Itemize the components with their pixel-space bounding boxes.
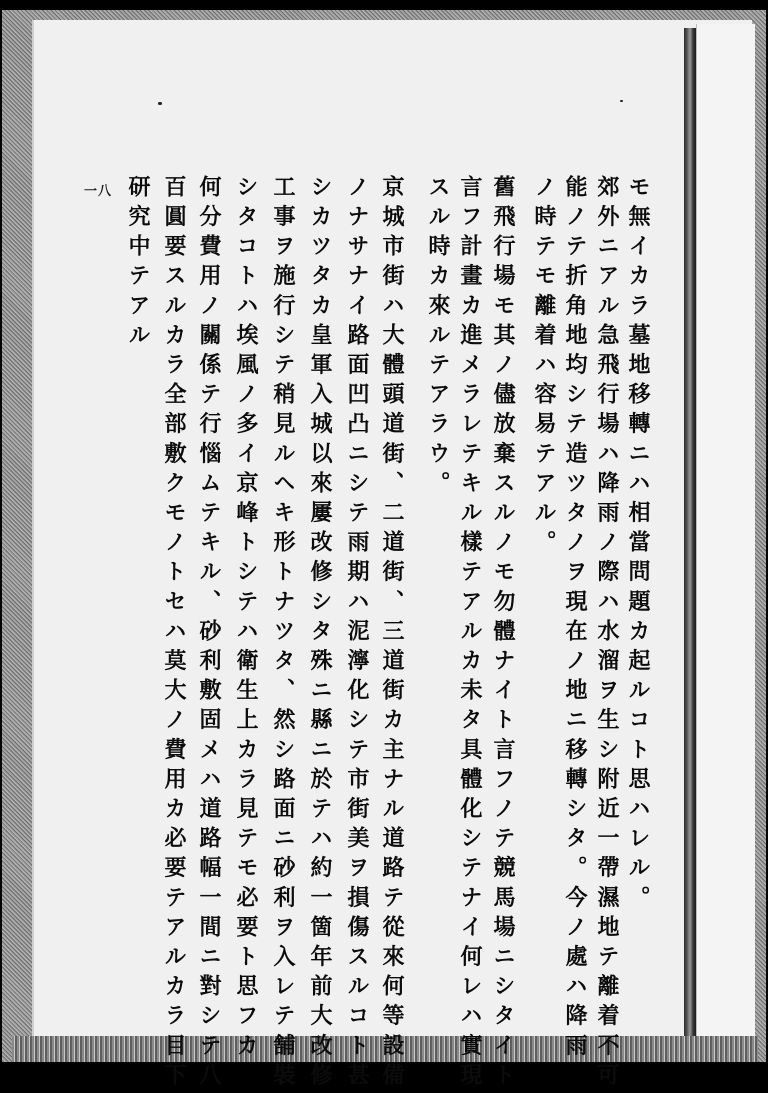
text-column-13: 何分費用ノ關係テ行惱ムテキル、砂利敷固メハ道路幅一間ニ對シテ八 — [196, 175, 222, 1093]
text-column-12: シタコトハ埃風ノ多イ京峰トシテハ衛生上カラ見テモ必要ト思フカ — [233, 175, 259, 1063]
text-column-1: モ無イカラ墓地移轉ニハ相當問題カ起ルコト思ハレル。 — [625, 175, 651, 915]
page-number: 一八 — [84, 184, 113, 199]
text-column-11: 工事ヲ施行シテ稍見ルヘキ形トナツタ、然シ路面ニ砂利ヲ入レテ舗裝 — [270, 175, 296, 1093]
text-column-14: 百圓要スルカラ全部敷クモノトセハ莫大ノ費用カ必要テアルカラ目下 — [161, 175, 187, 1093]
text-column-6: 言フ計畫カ進メラレテキル樣テアルカ未タ具體化シテナイ何レハ實現 — [457, 175, 483, 1093]
facing-page-edge — [696, 24, 755, 1036]
text-column-15: 研究中テアル — [125, 175, 151, 353]
ink-speck — [158, 102, 162, 105]
text-column-3: 能ノテ折角地均シテ造ツタノヲ現在ノ地ニ移轉シタ。今ノ處ハ降雨 — [562, 175, 588, 1063]
text-column-5: 舊飛行場モ其ノ儘放棄スルノモ勿體ナイト言フノテ競馬場ニシタイト — [490, 175, 516, 1093]
page-gutter — [684, 28, 696, 1036]
text-column-10: シカツタカ皇軍入城以來屢改修シタ殊ニ縣ニ於テハ約一箇年前大改修 — [307, 175, 333, 1093]
ink-speck — [620, 100, 623, 102]
text-column-8: 京城市街ハ大體頭道街、二道街、三道街カ主ナル道路テ從來何等設備 — [379, 175, 405, 1093]
text-column-4: ノ時テモ離着ハ容易テアル。 — [531, 175, 557, 560]
text-column-2: 郊外ニアル急飛行場ハ降雨ノ際ハ水溜ヲ生シ附近一帶濕地テ離着不可 — [594, 175, 620, 1093]
text-column-9: ノナサナイ路面凹凸ニシテ雨期ハ泥濘化シテ市街美ヲ損傷スルコト甚 — [344, 175, 370, 1093]
text-column-7: スル時カ來ルテアラウ。 — [425, 175, 451, 501]
